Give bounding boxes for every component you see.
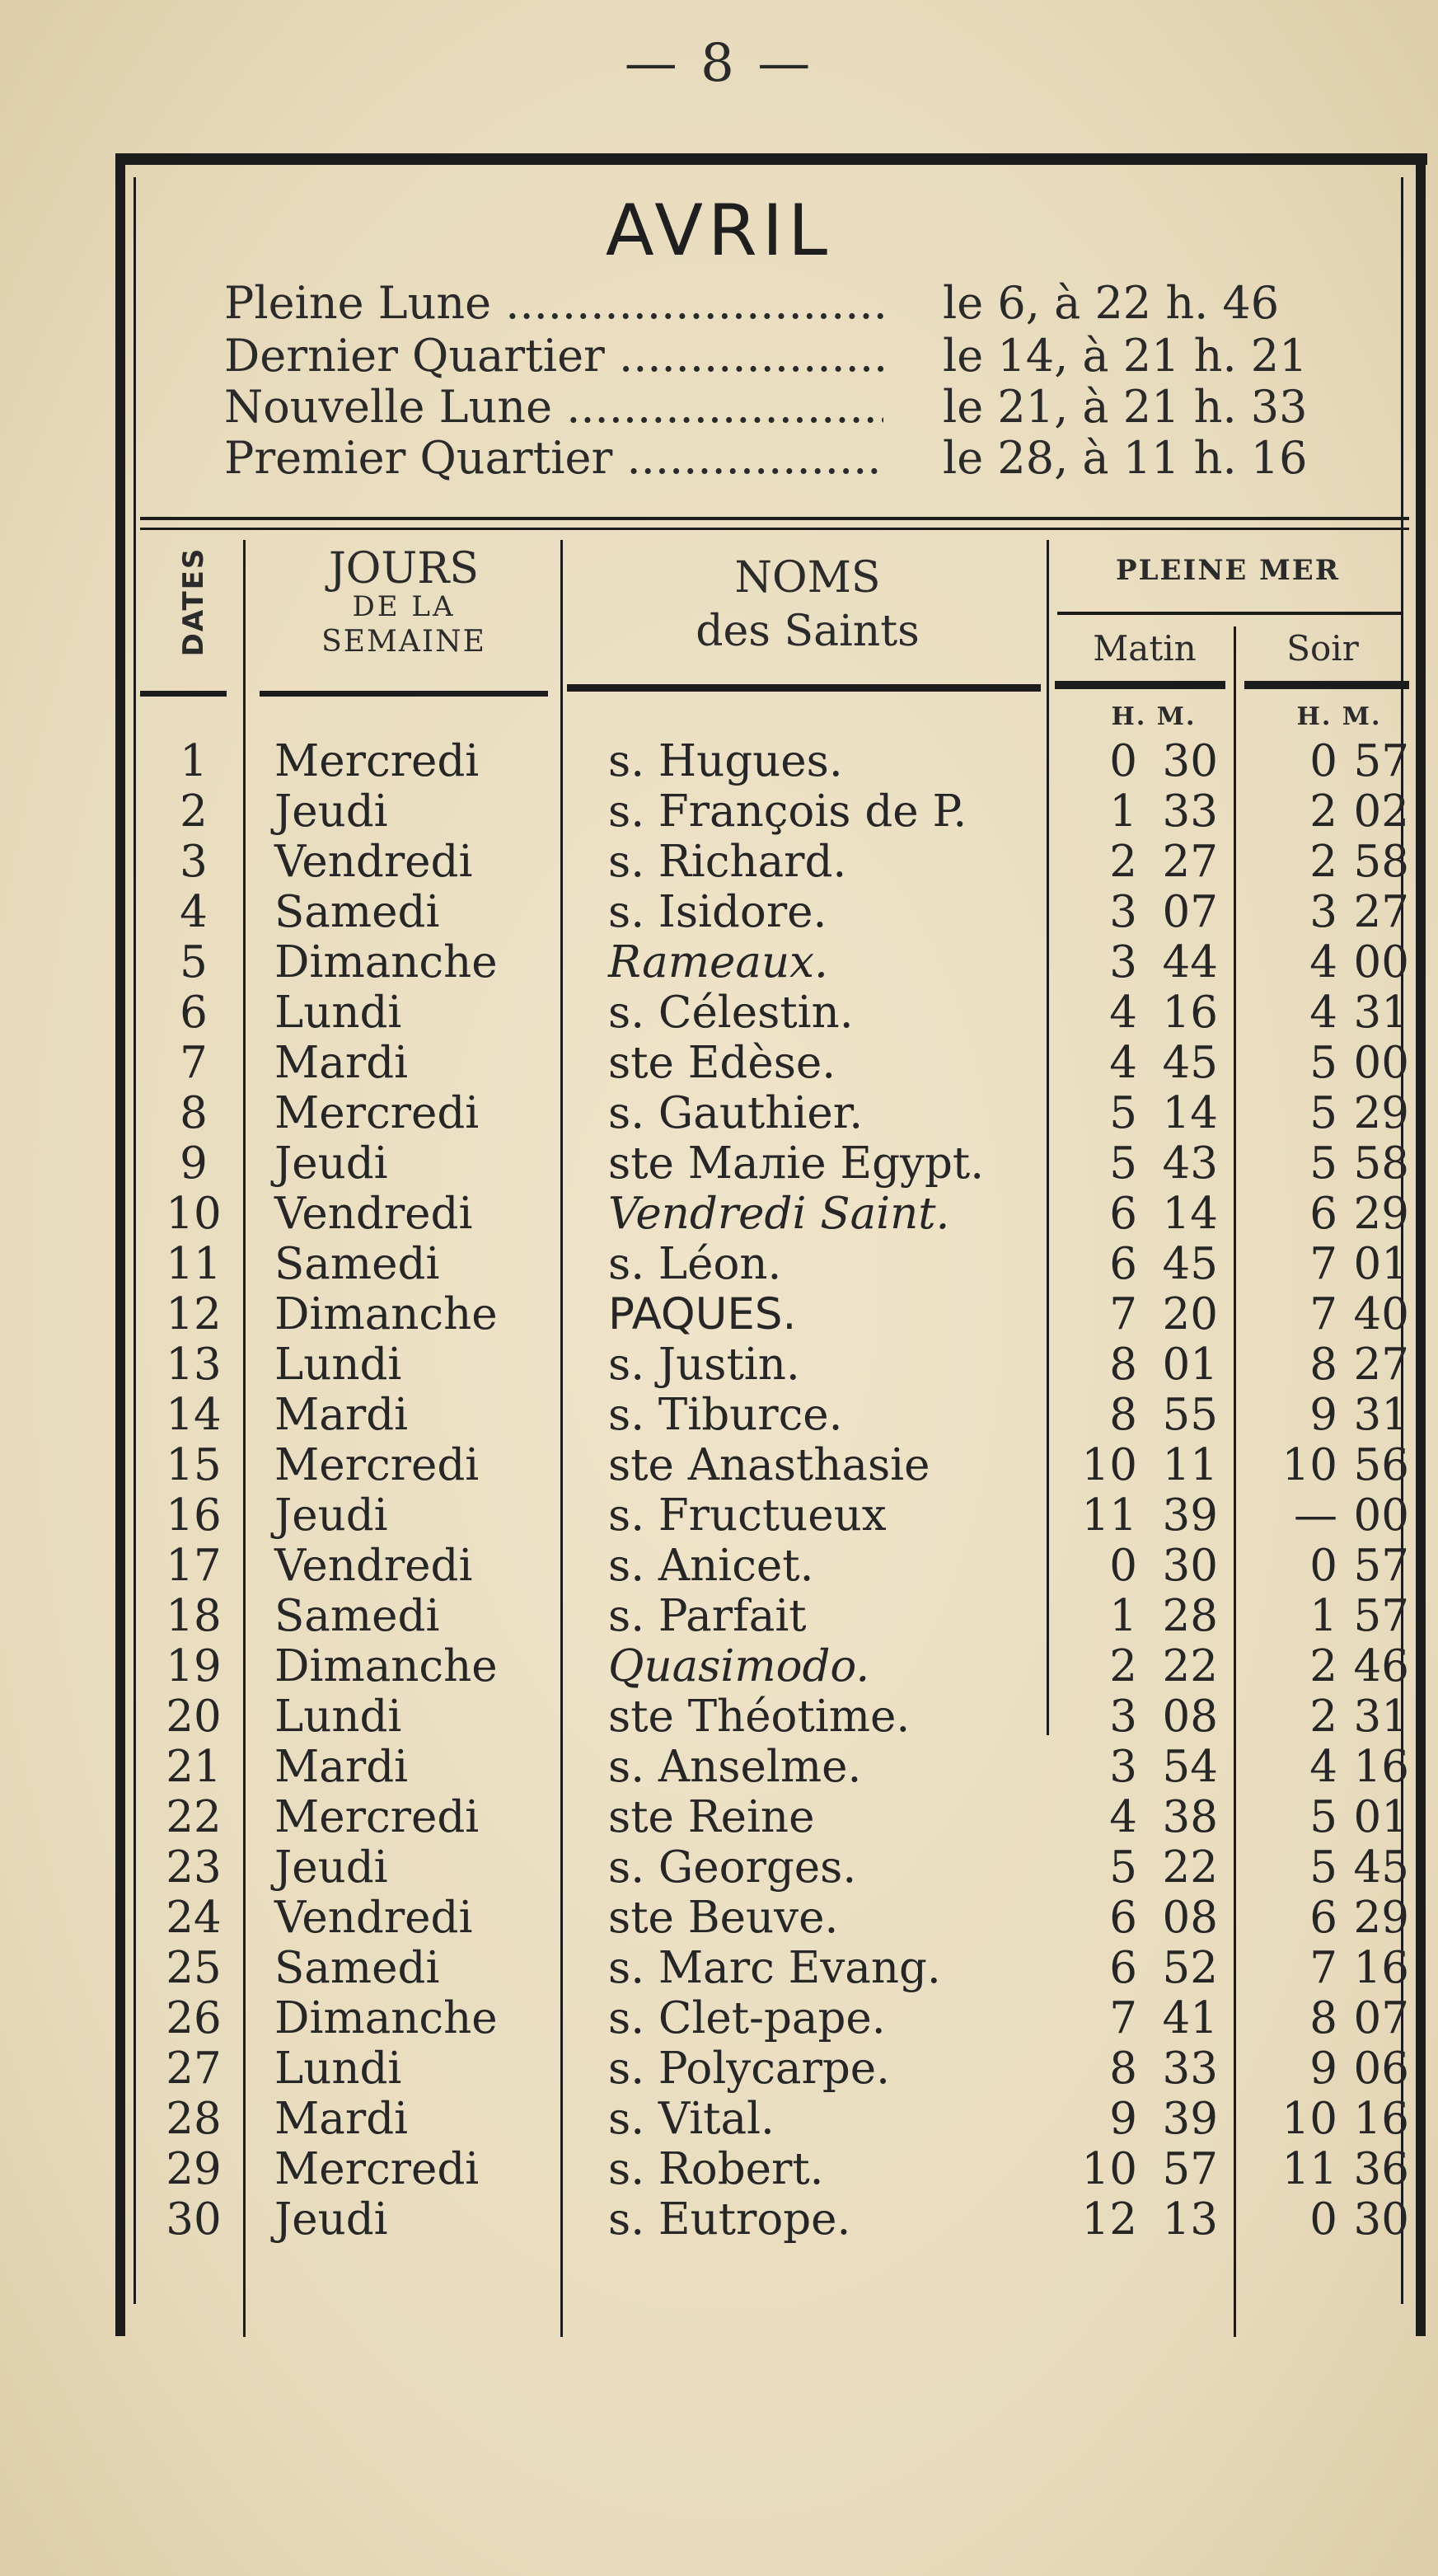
dates-header-label: DATES: [177, 547, 210, 657]
day-cell: Mercredi: [274, 1440, 480, 1490]
evening-minute-cell: 56: [1353, 1440, 1409, 1490]
phase-name: Nouvelle Lune .....: [224, 381, 883, 434]
day-cell: Lundi: [274, 1692, 402, 1742]
evening-hour-cell: 3: [1309, 887, 1337, 937]
date-cell: 6: [180, 988, 208, 1038]
matin-header: Matin: [1093, 628, 1197, 669]
date-cell: 13: [166, 1340, 222, 1390]
table-row: [0, 837, 1438, 887]
table-row: [0, 1440, 1438, 1490]
morning-hour-cell: 3: [1109, 1742, 1137, 1792]
evening-minute-cell: 29: [1353, 1189, 1409, 1239]
saint-cell: Rameaux.: [608, 937, 828, 988]
phase-name: Dernier Quartier .....: [224, 330, 883, 382]
morning-hour-cell: 11: [1081, 1490, 1137, 1541]
table-row: [0, 1893, 1438, 1943]
morning-minute-cell: 30: [1162, 1541, 1218, 1591]
evening-hour-cell: 2: [1309, 786, 1337, 837]
evening-hour-cell: 5: [1309, 1792, 1337, 1842]
date-cell: 7: [180, 1038, 208, 1088]
morning-minute-cell: 54: [1162, 1742, 1218, 1792]
morning-hour-cell: 3: [1109, 937, 1137, 988]
date-cell: 29: [166, 2144, 222, 2194]
morning-hour-cell: 6: [1109, 1189, 1137, 1239]
phase-name: Pleine Lune .....: [224, 277, 883, 330]
day-cell: Samedi: [274, 887, 440, 937]
day-cell: Dimanche: [274, 1289, 498, 1340]
morning-minute-cell: 28: [1162, 1591, 1218, 1641]
evening-minute-cell: 16: [1353, 2094, 1409, 2144]
morning-minute-cell: 14: [1162, 1088, 1218, 1138]
date-cell: 9: [180, 1138, 208, 1189]
day-cell: Samedi: [274, 1591, 440, 1641]
evening-minute-cell: 40: [1353, 1289, 1409, 1340]
saint-cell: ste Maлie Egypt.: [608, 1138, 985, 1189]
morning-minute-cell: 39: [1162, 2094, 1218, 2144]
morning-minute-cell: 43: [1162, 1138, 1218, 1189]
evening-minute-cell: 27: [1353, 1340, 1409, 1390]
page-number: — 8 —: [624, 33, 814, 94]
morning-hour-cell: 1: [1109, 786, 1137, 837]
day-cell: Jeudi: [274, 786, 388, 837]
evening-minute-cell: 36: [1353, 2144, 1409, 2194]
evening-hour-cell: 0: [1309, 1541, 1337, 1591]
des-saints-label: des Saints: [696, 607, 920, 656]
dates-header: [148, 544, 239, 668]
date-cell: 21: [166, 1742, 222, 1792]
evening-minute-cell: 00: [1353, 937, 1409, 988]
morning-hour-cell: 0: [1109, 736, 1137, 786]
morning-minute-cell: 08: [1162, 1692, 1218, 1742]
evening-hour-cell: 5: [1309, 1842, 1337, 1893]
noms-label: NOMS: [734, 553, 881, 603]
morning-hour-cell: 0: [1109, 1541, 1137, 1591]
morning-minute-cell: 38: [1162, 1792, 1218, 1842]
saint-cell: Quasimodo.: [608, 1641, 870, 1692]
saint-cell: s. Anicet.: [608, 1541, 814, 1591]
month-title: AVRIL: [605, 190, 833, 272]
saint-cell: Vendredi Saint.: [608, 1189, 950, 1239]
table-row: [0, 1239, 1438, 1289]
date-cell: 14: [166, 1390, 222, 1440]
morning-hour-cell: 7: [1109, 1993, 1137, 2043]
pleine-mer-header: PLEINE MER: [1116, 554, 1340, 587]
phase-value: le 14, à 21 h. 21: [943, 330, 1308, 382]
evening-minute-cell: 29: [1353, 1088, 1409, 1138]
table-row: [0, 1541, 1438, 1591]
evening-hour-cell: 9: [1309, 2043, 1337, 2094]
evening-hour-cell: 4: [1309, 937, 1337, 988]
moon-phase-first-quarter: [224, 432, 1308, 485]
day-cell: Mercredi: [274, 736, 480, 786]
evening-hour-cell: 8: [1309, 1993, 1337, 2043]
day-cell: Mercredi: [274, 1088, 480, 1138]
table-row: [0, 1088, 1438, 1138]
morning-minute-cell: 11: [1162, 1440, 1218, 1490]
evening-minute-cell: 07: [1353, 1993, 1409, 2043]
morning-minute-cell: 33: [1162, 786, 1218, 837]
evening-minute-cell: 57: [1353, 1541, 1409, 1591]
morning-hour-cell: 4: [1109, 1792, 1137, 1842]
table-row: [0, 1993, 1438, 2043]
de-la-label: DE LA: [352, 590, 456, 623]
saint-cell: ste Anasthasie: [608, 1440, 930, 1490]
table-row: [0, 736, 1438, 786]
jours-underline: [260, 691, 548, 697]
day-cell: Vendredi: [274, 1189, 473, 1239]
saint-cell: s. Isidore.: [608, 887, 827, 937]
day-cell: Jeudi: [274, 1490, 388, 1541]
evening-hour-cell: 0: [1309, 736, 1337, 786]
moon-phase-new: [224, 381, 1308, 434]
saint-cell: ste Reine: [608, 1792, 815, 1842]
evening-minute-cell: 16: [1353, 1943, 1409, 1993]
evening-minute-cell: 00: [1353, 1038, 1409, 1088]
evening-hour-cell: 5: [1309, 1138, 1337, 1189]
evening-minute-cell: 57: [1353, 1591, 1409, 1641]
morning-hour-cell: 3: [1109, 887, 1137, 937]
morning-minute-cell: 52: [1162, 1943, 1218, 1993]
saint-cell: s. Polycarpe.: [608, 2043, 890, 2094]
table-row: [0, 1189, 1438, 1239]
evening-minute-cell: 27: [1353, 887, 1409, 937]
date-cell: 4: [180, 887, 208, 937]
header-separator-rule: [140, 517, 1409, 520]
morning-hour-cell: 2: [1109, 1641, 1137, 1692]
morning-hour-cell: 4: [1109, 988, 1137, 1038]
saint-cell: s. Georges.: [608, 1842, 857, 1893]
morning-minute-cell: 45: [1162, 1239, 1218, 1289]
date-cell: 20: [166, 1692, 222, 1742]
table-row: [0, 1340, 1438, 1390]
evening-hour-cell: 8: [1309, 1340, 1337, 1390]
evening-minute-cell: 31: [1353, 988, 1409, 1038]
noms-header: [569, 549, 1047, 656]
evening-minute-cell: 29: [1353, 1893, 1409, 1943]
morning-minute-cell: 01: [1162, 1340, 1218, 1390]
evening-hour-cell: 7: [1309, 1943, 1337, 1993]
saint-cell: s. Tiburce.: [608, 1390, 843, 1440]
evening-hour-cell: 11: [1281, 2144, 1337, 2194]
evening-hour-cell: 4: [1309, 988, 1337, 1038]
saint-cell: s. Eutrope.: [608, 2194, 851, 2245]
table-row: [0, 1490, 1438, 1541]
date-cell: 15: [166, 1440, 222, 1490]
morning-hour-cell: 1: [1109, 1591, 1137, 1641]
evening-hour-cell: 7: [1309, 1289, 1337, 1340]
date-cell: 16: [166, 1490, 222, 1541]
day-cell: Lundi: [274, 1340, 402, 1390]
saint-cell: s. Parfait: [608, 1591, 807, 1641]
table-row: [0, 1792, 1438, 1842]
date-cell: 30: [166, 2194, 222, 2245]
morning-minute-cell: 41: [1162, 1993, 1218, 2043]
hm-matin-label: H. M.: [1111, 702, 1197, 731]
morning-minute-cell: 55: [1162, 1390, 1218, 1440]
table-row: [0, 1692, 1438, 1742]
date-cell: 2: [180, 786, 208, 837]
moon-phase-last-quarter: [224, 330, 1308, 382]
day-cell: Lundi: [274, 2043, 402, 2094]
evening-hour-cell: 4: [1309, 1742, 1337, 1792]
morning-minute-cell: 20: [1162, 1289, 1218, 1340]
morning-hour-cell: 8: [1109, 1390, 1137, 1440]
phase-value: le 6, à 22 h. 46: [943, 277, 1280, 329]
evening-hour-cell: 1: [1309, 1591, 1337, 1641]
morning-minute-cell: 08: [1162, 1893, 1218, 1943]
date-cell: 17: [166, 1541, 222, 1591]
morning-minute-cell: 57: [1162, 2144, 1218, 2194]
morning-hour-cell: 10: [1081, 2144, 1137, 2194]
day-cell: Dimanche: [274, 937, 498, 988]
table-row: [0, 1742, 1438, 1792]
saint-cell: s. Gauthier.: [608, 1088, 864, 1138]
evening-minute-cell: 01: [1353, 1239, 1409, 1289]
evening-hour-cell: 5: [1309, 1038, 1337, 1088]
day-cell: Vendredi: [274, 837, 473, 887]
saint-cell: s. Fructueux: [608, 1490, 887, 1541]
morning-hour-cell: 9: [1109, 2094, 1137, 2144]
morning-hour-cell: 4: [1109, 1038, 1137, 1088]
saint-cell: s. Célestin.: [608, 988, 854, 1038]
day-cell: Lundi: [274, 988, 402, 1038]
date-cell: 12: [166, 1289, 222, 1340]
morning-hour-cell: 7: [1109, 1289, 1137, 1340]
date-cell: 10: [166, 1189, 222, 1239]
date-cell: 1: [180, 736, 208, 786]
morning-minute-cell: 44: [1162, 937, 1218, 988]
top-thick-rule: [124, 153, 1427, 165]
saint-cell: ste Beuve.: [608, 1893, 839, 1943]
morning-minute-cell: 27: [1162, 837, 1218, 887]
morning-hour-cell: 6: [1109, 1943, 1137, 1993]
jours-label: JOURS: [328, 544, 480, 594]
table-row: [0, 988, 1438, 1038]
morning-hour-cell: 3: [1109, 1692, 1137, 1742]
table-row: [0, 1641, 1438, 1692]
evening-hour-cell: 10: [1281, 2094, 1337, 2144]
table-row: [0, 937, 1438, 988]
morning-minute-cell: 39: [1162, 1490, 1218, 1541]
soir-underline: [1244, 681, 1409, 689]
matin-underline: [1055, 681, 1225, 689]
evening-minute-cell: 06: [1353, 2043, 1409, 2094]
evening-minute-cell: 57: [1353, 736, 1409, 786]
table-row: [0, 2194, 1438, 2245]
header-separator-rule: [140, 528, 1409, 530]
evening-minute-cell: 46: [1353, 1641, 1409, 1692]
morning-hour-cell: 6: [1109, 1893, 1137, 1943]
day-cell: Samedi: [274, 1943, 440, 1993]
date-cell: 26: [166, 1993, 222, 2043]
day-cell: Jeudi: [274, 1842, 388, 1893]
evening-hour-cell: 7: [1309, 1239, 1337, 1289]
morning-hour-cell: 5: [1109, 1842, 1137, 1893]
soir-header: Soir: [1286, 628, 1359, 669]
saint-cell: s. Justin.: [608, 1340, 800, 1390]
table-row: [0, 1289, 1438, 1340]
table-row: [0, 1842, 1438, 1893]
day-cell: Mardi: [274, 1742, 409, 1792]
morning-hour-cell: 12: [1081, 2194, 1137, 2245]
evening-hour-cell: 2: [1309, 837, 1337, 887]
morning-minute-cell: 33: [1162, 2043, 1218, 2094]
morning-hour-cell: 10: [1081, 1440, 1137, 1490]
date-cell: 11: [166, 1239, 222, 1289]
evening-hour-cell: —: [1294, 1490, 1337, 1541]
table-row: [0, 1138, 1438, 1189]
date-cell: 18: [166, 1591, 222, 1641]
evening-minute-cell: 00: [1353, 1490, 1409, 1541]
morning-minute-cell: 30: [1162, 736, 1218, 786]
evening-hour-cell: 2: [1309, 1692, 1337, 1742]
day-cell: Jeudi: [274, 2194, 388, 2245]
morning-minute-cell: 13: [1162, 2194, 1218, 2245]
day-cell: Samedi: [274, 1239, 440, 1289]
table-row: [0, 2043, 1438, 2094]
morning-hour-cell: 8: [1109, 2043, 1137, 2094]
day-cell: Dimanche: [274, 1993, 498, 2043]
morning-minute-cell: 45: [1162, 1038, 1218, 1088]
day-cell: Mercredi: [274, 1792, 480, 1842]
saint-cell: s. Vital.: [608, 2094, 775, 2144]
phase-name: Premier Quartier .....: [224, 432, 883, 485]
day-cell: Vendredi: [274, 1893, 473, 1943]
phase-value: le 28, à 11 h. 16: [943, 432, 1308, 484]
saint-cell: s. Léon.: [608, 1239, 782, 1289]
day-cell: Mardi: [274, 1038, 409, 1088]
date-cell: 5: [180, 937, 208, 988]
date-cell: 27: [166, 2043, 222, 2094]
date-cell: 8: [180, 1088, 208, 1138]
jours-header: [247, 546, 560, 663]
evening-hour-cell: 6: [1309, 1189, 1337, 1239]
saint-cell: ste Théotime.: [608, 1692, 911, 1742]
hm-soir-label: H. M.: [1296, 702, 1382, 731]
day-cell: Mardi: [274, 1390, 409, 1440]
pleine-mer-brace-rule: [1057, 612, 1403, 615]
evening-minute-cell: 31: [1353, 1390, 1409, 1440]
saint-cell: s. Hugues.: [608, 736, 843, 786]
evening-minute-cell: 58: [1353, 1138, 1409, 1189]
date-cell: 3: [180, 837, 208, 887]
evening-hour-cell: 6: [1309, 1893, 1337, 1943]
saint-cell: s. Marc Evang.: [608, 1943, 941, 1993]
table-row: [0, 2094, 1438, 2144]
table-row: [0, 786, 1438, 837]
morning-minute-cell: 22: [1162, 1641, 1218, 1692]
morning-hour-cell: 2: [1109, 837, 1137, 887]
saint-cell: s. François de P.: [608, 786, 967, 837]
moon-phase-full: [224, 277, 1280, 330]
day-cell: Dimanche: [274, 1641, 498, 1692]
morning-minute-cell: 16: [1162, 988, 1218, 1038]
date-cell: 25: [166, 1943, 222, 1993]
saint-cell: s. Clet-pape.: [608, 1993, 886, 2043]
noms-underline: [567, 684, 1041, 692]
dates-underline: [140, 691, 227, 697]
evening-minute-cell: 45: [1353, 1842, 1409, 1893]
table-row: [0, 1038, 1438, 1088]
date-cell: 19: [166, 1641, 222, 1692]
day-cell: Mercredi: [274, 2144, 480, 2194]
evening-minute-cell: 31: [1353, 1692, 1409, 1742]
table-row: [0, 1390, 1438, 1440]
day-cell: Vendredi: [274, 1541, 473, 1591]
day-cell: Jeudi: [274, 1138, 388, 1189]
evening-hour-cell: 10: [1281, 1440, 1337, 1490]
saint-cell: s. Richard.: [608, 837, 847, 887]
morning-minute-cell: 07: [1162, 887, 1218, 937]
date-cell: 22: [166, 1792, 222, 1842]
saint-cell: s. Anselme.: [608, 1742, 862, 1792]
table-row: [0, 1591, 1438, 1641]
evening-minute-cell: 58: [1353, 837, 1409, 887]
table-row: [0, 887, 1438, 937]
saint-cell: s. Robert.: [608, 2144, 824, 2194]
day-cell: Mardi: [274, 2094, 409, 2144]
morning-hour-cell: 8: [1109, 1340, 1137, 1390]
table-row: [0, 1943, 1438, 1993]
evening-hour-cell: 2: [1309, 1641, 1337, 1692]
saint-cell: PAQUES.: [608, 1289, 797, 1340]
evening-minute-cell: 02: [1353, 786, 1409, 837]
evening-hour-cell: 5: [1309, 1088, 1337, 1138]
morning-hour-cell: 6: [1109, 1239, 1137, 1289]
evening-hour-cell: 9: [1309, 1390, 1337, 1440]
evening-minute-cell: 30: [1353, 2194, 1409, 2245]
saint-cell: ste Edèse.: [608, 1038, 836, 1088]
evening-minute-cell: 16: [1353, 1742, 1409, 1792]
phase-value: le 21, à 21 h. 33: [943, 381, 1308, 433]
table-row: [0, 2144, 1438, 2194]
morning-minute-cell: 22: [1162, 1842, 1218, 1893]
morning-hour-cell: 5: [1109, 1138, 1137, 1189]
date-cell: 24: [166, 1893, 222, 1943]
date-cell: 28: [166, 2094, 222, 2144]
semaine-label: SEMAINE: [321, 625, 486, 659]
date-cell: 23: [166, 1842, 222, 1893]
morning-minute-cell: 14: [1162, 1189, 1218, 1239]
morning-hour-cell: 5: [1109, 1088, 1137, 1138]
evening-minute-cell: 01: [1353, 1792, 1409, 1842]
evening-hour-cell: 0: [1309, 2194, 1337, 2245]
